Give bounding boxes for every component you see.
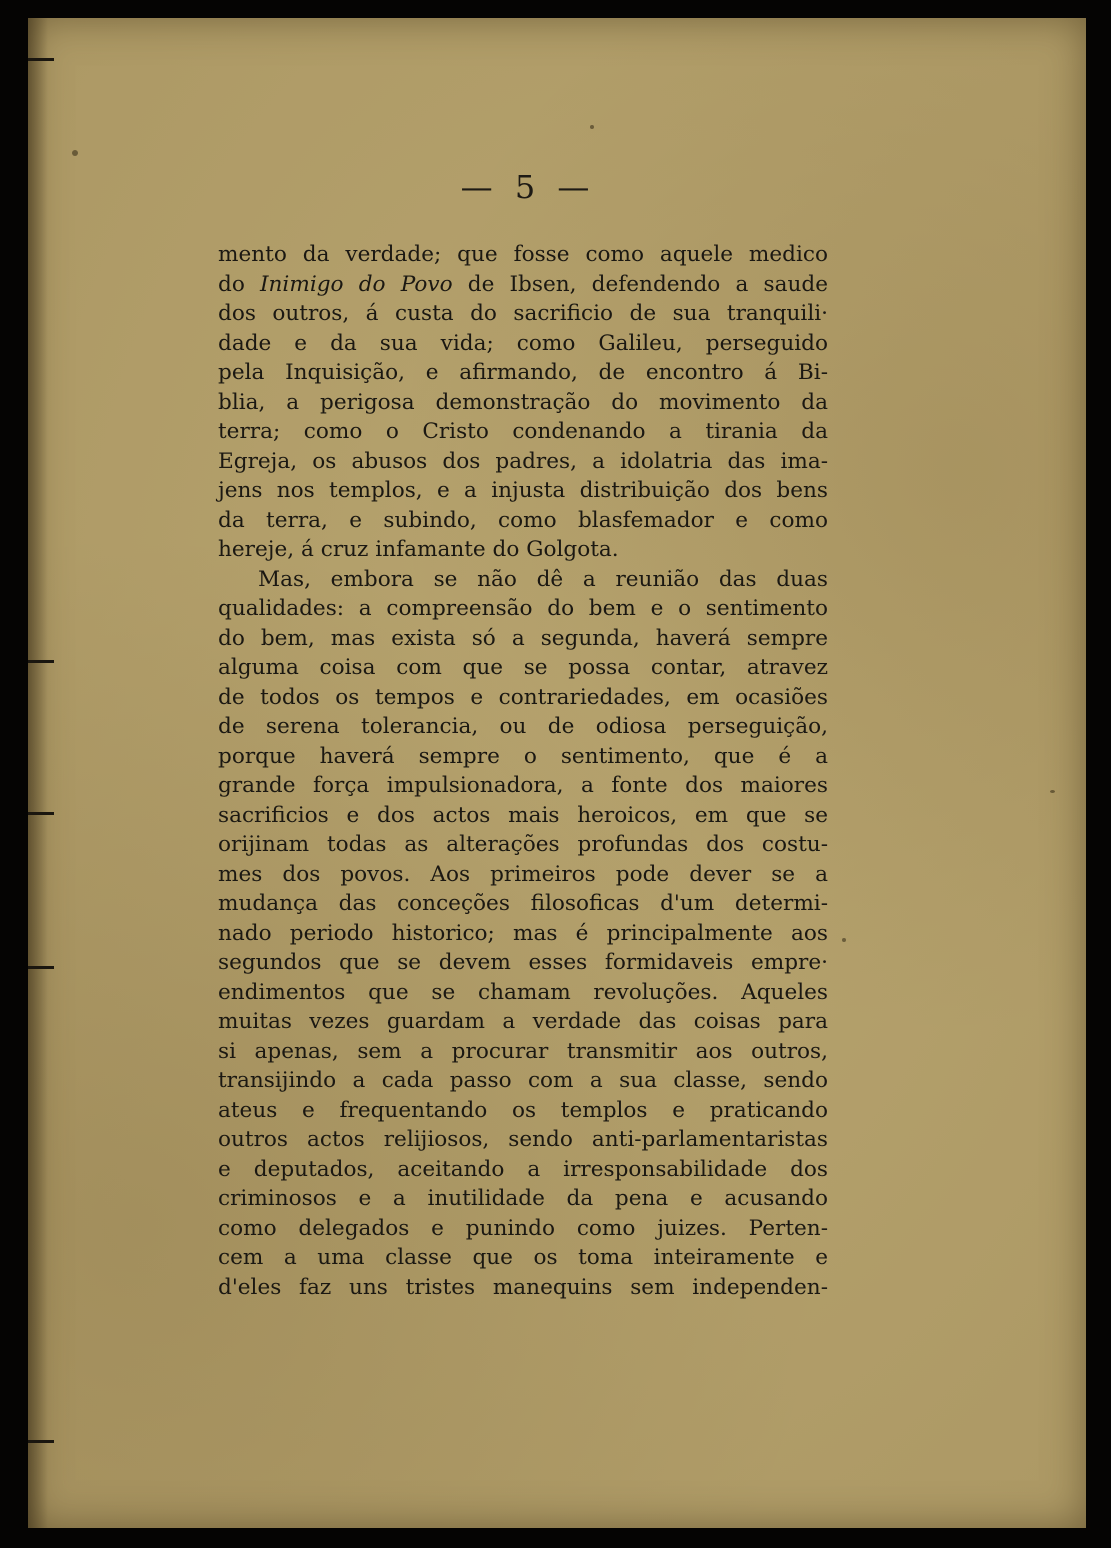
paper-speck: [590, 125, 594, 129]
text-segment: de serena tolerancia, ou de odiosa perseguição,: [218, 714, 828, 739]
text-segment: Egreja, os abusos dos padres, a idolatria das ima-: [218, 448, 828, 474]
text-line: [218, 594, 828, 624]
text-segment: blia, a perigosa demonstração do movimento da: [218, 389, 828, 415]
text-line: [218, 948, 828, 978]
text-segment: sacrificios e dos actos mais heroicos, em que se: [218, 802, 828, 828]
text-line: [218, 506, 828, 536]
text-segment: orijinam todas as alterações profundas dos costu-: [218, 832, 828, 857]
text-line: [218, 978, 828, 1008]
text-line: [218, 1273, 828, 1303]
text-line: [218, 1096, 828, 1126]
text-line: [218, 535, 828, 565]
text-segment: Mas, embora se não dê a reunião das duas: [258, 566, 828, 592]
text-segment: pela Inquisição, e afirmando, de encontro á Bi-: [218, 360, 828, 385]
text-segment: mes dos povos. Aos primeiros pode dever se a: [218, 861, 828, 887]
paper-speck: [1050, 790, 1055, 793]
text-line: [218, 801, 828, 831]
text-line: [218, 1037, 828, 1067]
text-line: [218, 830, 828, 860]
paper-speck: [72, 150, 78, 156]
text-line: [218, 417, 828, 447]
text-segment: hereje, á cruz infamante do Golgota.: [218, 537, 619, 562]
text-segment: dade e da sua vida; como Galileu, perseguido: [218, 330, 828, 356]
text-line: [218, 712, 828, 742]
text-segment: jens nos templos, e a injusta distribuição dos bens: [218, 478, 828, 503]
text-segment: si apenas, sem a procurar transmitir aos outros,: [218, 1038, 828, 1064]
text-segment: ateus e frequentando os templos e praticando: [218, 1097, 828, 1123]
text-line: [218, 1243, 828, 1273]
text-segment: alguma coisa com que se possa contar, atravez: [218, 655, 828, 680]
text-segment: de todos os tempos e contrariedades, em ocasiões: [218, 684, 828, 710]
text-segment: outros actos relijiosos, sendo anti-parlamentaristas: [218, 1127, 828, 1152]
text-segment: segundos que se devem esses formidaveis empre·: [218, 950, 828, 975]
text-line: [218, 653, 828, 683]
text-segment: transijindo a cada passo com a sua classe, sendo: [218, 1068, 828, 1093]
page-number: — 5 —: [460, 168, 596, 206]
text-segment: grande força impulsionadora, a fonte dos maiores: [218, 773, 828, 798]
text-segment: mudança das conceções filosoficas d'um determi-: [218, 891, 828, 916]
text-segment: do bem, mas exista só a segunda, haverá sempre: [218, 625, 828, 651]
text-line: [218, 1184, 828, 1214]
text-line: [218, 771, 828, 801]
paper-speck: [842, 938, 846, 942]
text-line: [218, 447, 828, 477]
text-line: [218, 270, 828, 300]
text-line: [218, 1007, 828, 1037]
body-text: [218, 240, 828, 1302]
text-segment: nado periodo historico; mas é principalmente aos: [218, 920, 828, 946]
text-line: [218, 1125, 828, 1155]
text-segment: endimentos que se chamam revoluções. Aqueles: [218, 979, 828, 1005]
binding-shadow: [28, 18, 48, 1528]
text-line: [218, 299, 828, 329]
text-line: [218, 624, 828, 654]
text-line: [218, 860, 828, 890]
text-segment: porque haverá sempre o sentimento, que é a: [218, 743, 828, 769]
binding-stitch-mark: [28, 58, 54, 61]
text-line: [218, 742, 828, 772]
text-line: [218, 565, 828, 595]
text-segment: dos outros, á custa do sacrificio de sua tranquili·: [218, 301, 828, 326]
italic-title: Inimigo do Povo: [260, 271, 453, 297]
text-segment: cem a uma classe que os toma inteiramente e: [218, 1245, 828, 1270]
binding-stitch-mark: [28, 966, 54, 969]
text-line: [218, 1214, 828, 1244]
text-segment: terra; como o Cristo condenando a tirania da: [218, 419, 828, 444]
binding-stitch-mark: [28, 660, 54, 663]
text-segment: qualidades: a compreensão do bem e o sentimento: [218, 596, 828, 621]
text-line: [218, 329, 828, 359]
text-segment: criminosos e a inutilidade da pena e acusando: [218, 1186, 828, 1211]
text-line: [218, 1066, 828, 1096]
text-segment: da terra, e subindo, como blasfemador e como: [218, 507, 828, 533]
text-segment: e deputados, aceitando a irresponsabilidade dos: [218, 1156, 828, 1182]
text-line: [218, 1155, 828, 1185]
text-line: [218, 240, 828, 270]
text-line: [218, 683, 828, 713]
binding-stitch-mark: [28, 1440, 54, 1443]
text-line: [218, 919, 828, 949]
text-line: [218, 358, 828, 388]
text-line: [218, 889, 828, 919]
text-line: [218, 388, 828, 418]
text-segment: muitas vezes guardam a verdade das coisas para: [218, 1009, 828, 1034]
text-segment: de Ibsen, defendendo a saude: [452, 271, 828, 297]
text-segment: d'eles faz uns tristes manequins sem independen-: [218, 1274, 828, 1300]
binding-stitch-mark: [28, 812, 54, 815]
text-segment: como delegados e punindo como juizes. Perten-: [218, 1215, 828, 1241]
text-line: [218, 476, 828, 506]
text-segment: do: [218, 271, 260, 297]
text-segment: mento da verdade; que fosse como aquele medico: [218, 242, 828, 267]
